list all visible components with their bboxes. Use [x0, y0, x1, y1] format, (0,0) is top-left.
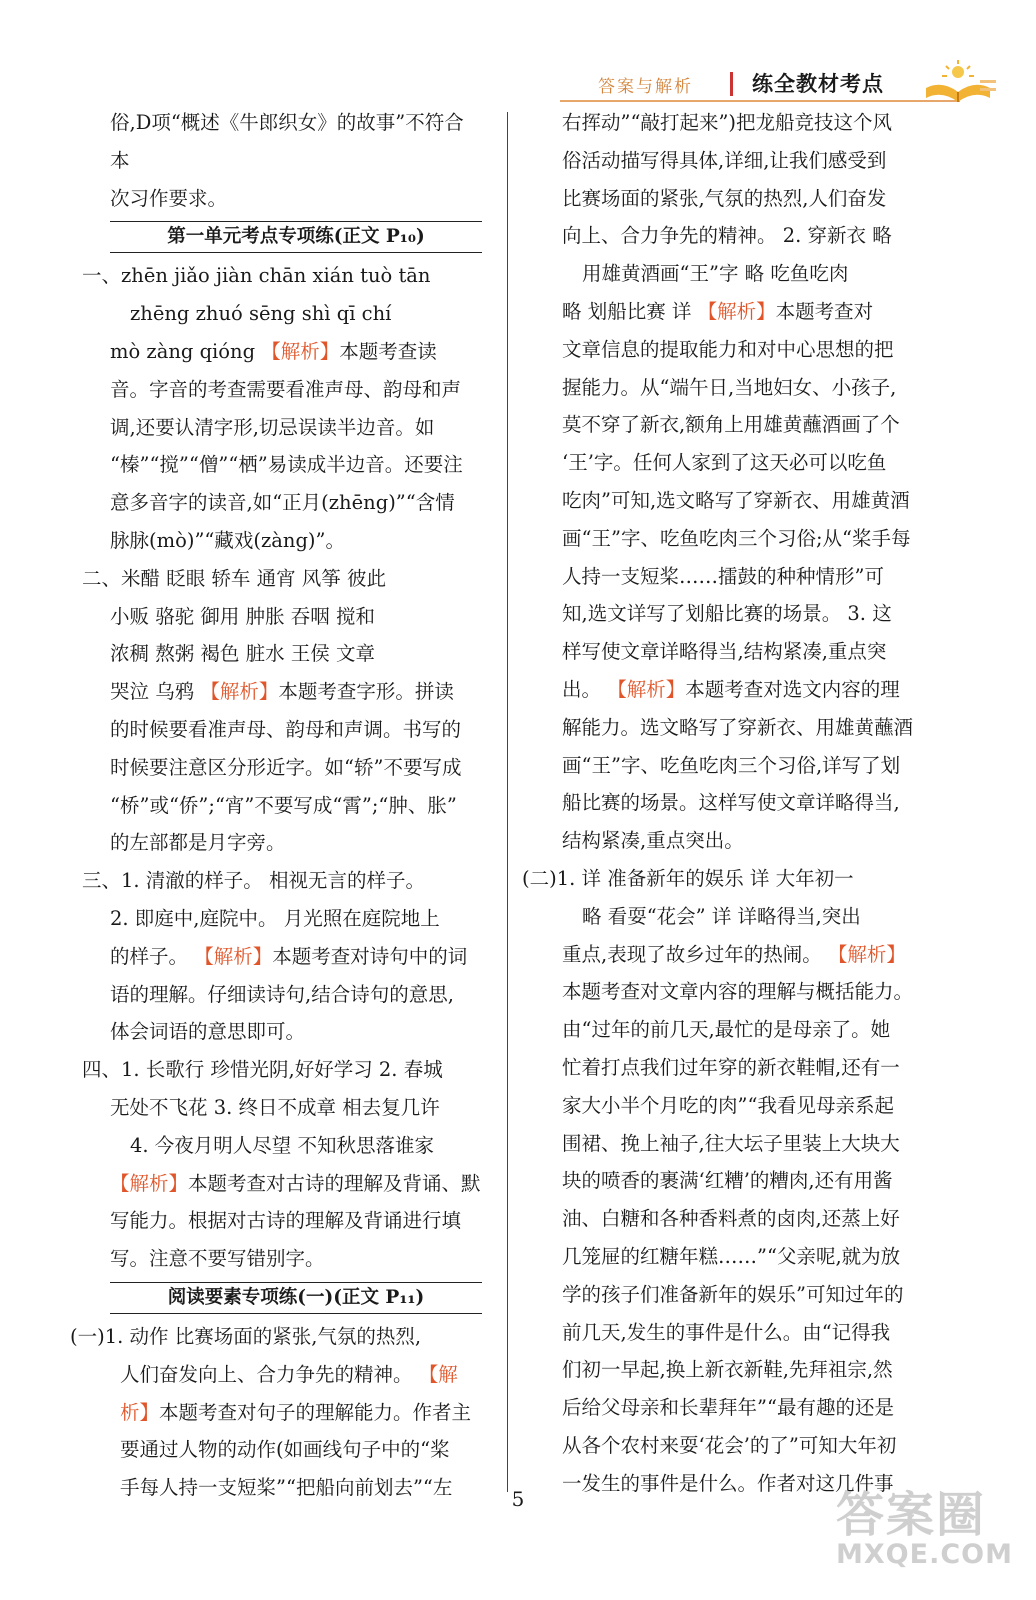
text-run: 本题考查对诗句中的词	[272, 944, 468, 968]
text-line: ‘王’字。任何人家到了这天必可以吃鱼	[562, 451, 887, 475]
text-line: 向上、合力争先的精神。 2. 穿新衣 略	[562, 224, 892, 248]
right-column	[522, 104, 926, 1502]
text-line: 几笼屉的红糖年糕……”“父亲呢,就为放	[562, 1244, 901, 1268]
header-subtitle: 答案与解析	[598, 77, 693, 97]
text-line: 写能力。根据对古诗的理解及背诵进行填	[110, 1209, 462, 1233]
text-line	[110, 938, 482, 976]
text-line: 由“过年的前几天,最忙的是母亲了。她	[562, 1018, 891, 1042]
text-line: 画“王”字、吃鱼吃肉三个习俗;从“桨手每	[562, 526, 911, 550]
text-line: 意多音字的读音,如“正月(zhēng)”“含情	[110, 491, 455, 515]
watermark-logo	[836, 1487, 1016, 1590]
analysis-tag: 【解析】	[200, 680, 279, 704]
text-line: 手每人持一支短桨”“把船向前划去”“左	[120, 1476, 453, 1500]
text-line: 的时候要看准声母、韵母和声调。书写的	[110, 717, 462, 741]
text-line: “榛”“搅”“僧”“栖”易读成半边音。还要注	[110, 453, 463, 477]
text-run: 本题考查读	[339, 339, 437, 363]
text-run: 本题考查字形。拼读	[278, 680, 454, 704]
text-line: 语的理解。仔细读诗句,结合诗句的意思,	[110, 982, 454, 1006]
text-run: mò zàng qióng	[110, 339, 262, 363]
text-line: 结构紧凑,重点突出。	[562, 829, 744, 853]
text-line: 4. 今夜月明人尽望 不知秋思落谁家	[130, 1133, 435, 1157]
text-line: 比赛场面的紧张,气氛的热烈,人们奋发	[562, 186, 887, 210]
text-line: 解能力。选文略写了穿新衣、用雄黄蘸酒	[562, 715, 914, 739]
text-line: 俗活动描写得具体,详细,让我们感受到	[562, 148, 887, 172]
text-line	[110, 673, 482, 711]
text-line: 音。字音的考查需要看准声母、韵母和声	[110, 377, 462, 401]
text-line: 右挥动”“敲打起来”)把龙船竞技这个风	[562, 111, 893, 134]
text-line: 体会词语的意思即可。	[110, 1020, 306, 1044]
text-run: 略 划船比赛 详	[562, 299, 698, 323]
text-run: 出。	[562, 677, 608, 701]
text-run: 哭泣 乌鸦	[110, 680, 201, 704]
text-line: 油、白糖和各种香料煮的卤肉,还蒸上好	[562, 1207, 900, 1231]
text-line: 忙着打点我们过年穿的新衣鞋帽,还有一	[562, 1055, 900, 1079]
watermark-text: 答案圈	[836, 1487, 987, 1543]
text-line: 一、zhēn jiǎo jiàn chān xián tuò tān	[82, 264, 431, 288]
text-run: 重点,表现了故乡过年的热闹。	[562, 942, 828, 966]
text-line: 前几天,发生的事件是什么。由“记得我	[562, 1320, 891, 1344]
header-title: 练全教材考点	[752, 72, 884, 96]
text-line: “桥”或“侨”;“宵”不要写成“霄”;“肿、胀”	[110, 793, 457, 817]
text-line: 后给父母亲和长辈拜年”“最有趣的还是	[562, 1396, 894, 1420]
watermark-url: MXQE.COM	[836, 1539, 1013, 1570]
text-line: 俗,D项“概述《牛郎织女》的故事”不符合本	[110, 111, 464, 172]
analysis-tag: 析】	[120, 1400, 160, 1424]
text-line: 用雄黄酒画“王”字 略 吃鱼吃肉	[582, 262, 849, 286]
text-line: 调,还要认清字形,切忌误读半边音。如	[110, 415, 435, 439]
page-header	[540, 58, 1020, 108]
text-line	[110, 1165, 482, 1203]
text-line: 写。注意不要写错别字。	[110, 1247, 325, 1271]
analysis-tag: 【解析】	[261, 339, 340, 363]
page-number: 5	[511, 1487, 525, 1511]
text-run: 本题考查对古诗的理解及背诵、默	[188, 1171, 481, 1195]
analysis-tag: 【解析】	[607, 677, 686, 701]
header-rule	[560, 100, 960, 102]
text-run: 本题考查对句子的理解能力。作者主	[159, 1400, 472, 1424]
text-run: 本题考查对	[775, 299, 874, 323]
analysis-tag: 【解析】	[827, 942, 906, 966]
column-divider	[507, 112, 508, 1492]
text-line: 围裙、挽上袖子,往大坛子里装上大块大	[562, 1131, 900, 1155]
analysis-tag: 【解析】	[697, 299, 776, 323]
book-icon	[920, 58, 996, 108]
text-line: 知,选文详写了划船比赛的场景。 3. 这	[562, 602, 892, 626]
text-line: 本题考查对文章内容的理解与概括能力。	[562, 980, 914, 1004]
text-run: 的样子。	[110, 944, 195, 968]
analysis-tag: 【解析】	[110, 1171, 189, 1195]
text-line: (二)1. 详 准备新年的娱乐 详 大年初一	[522, 866, 854, 890]
text-line: 四、1. 长歌行 珍惜光阴,好好学习 2. 春城	[82, 1058, 443, 1082]
text-line: 船比赛的场景。这样写使文章详略得当,	[562, 791, 900, 815]
text-line: 们初一早起,换上新衣新鞋,先拜祖宗,然	[562, 1358, 893, 1382]
text-line: 二、米醋 眨眼 轿车 通宵 风筝 彼此	[82, 566, 386, 590]
text-line: 人持一支短桨……擂鼓的种种情形”可	[562, 564, 884, 588]
text-line: 小贩 骆驼 御用 肿胀 吞咽 搅和	[110, 604, 375, 628]
text-line: 画“王”字、吃鱼吃肉三个习俗,详写了划	[562, 753, 901, 777]
text-line: 块的喷香的裹满‘红糟’的糟肉,还有用酱	[562, 1169, 893, 1193]
text-line	[562, 936, 926, 974]
section-title: 阅读要素专项练(一)(正文 P₁₁)	[110, 1282, 482, 1314]
text-line	[562, 293, 926, 331]
text-line: 握能力。从“端午日,当地妇女、小孩子,	[562, 375, 897, 399]
text-line: 时候要注意区分形近字。如“轿”不要写成	[110, 755, 462, 779]
text-line: 略 看耍“花会” 详 详略得当,突出	[582, 904, 861, 928]
text-line: zhēng zhuó sēng shì qī chí	[130, 302, 392, 326]
text-line: 2. 即庭中,庭院中。 月光照在庭院地上	[110, 906, 440, 930]
text-line	[120, 1394, 482, 1432]
section-title: 第一单元考点专项练(正文 P₁₀)	[110, 221, 482, 253]
text-line: 从各个农村来耍‘花会’的了”可知大年初	[562, 1433, 897, 1457]
text-line: 学的孩子们准备新年的娱乐”可知过年的	[562, 1282, 904, 1306]
text-line: 家大小半个月吃的肉”“我看见母亲系起	[562, 1093, 894, 1117]
text-line: 样写使文章详略得当,结构紧凑,重点突	[562, 640, 887, 664]
text-line: 脉脉(mò)”“藏戏(zàng)”。	[110, 528, 346, 552]
text-line: 要通过人物的动作(如画线句子中的“桨	[120, 1438, 450, 1462]
left-column	[70, 104, 482, 1507]
text-line: 一发生的事件是什么。作者对这几件事	[562, 1471, 894, 1495]
text-line	[120, 1356, 482, 1394]
text-line	[110, 333, 482, 371]
text-line: 三、1. 清澈的样子。 相视无言的样子。	[82, 869, 426, 893]
text-line: 文章信息的提取能力和对中心思想的把	[562, 337, 894, 361]
text-line: 吃肉”可知,选文略写了穿新衣、用雄黄酒	[562, 488, 910, 512]
text-line: 次习作要求。	[110, 186, 228, 210]
text-line: (一)1. 动作 比赛场面的紧张,气氛的热烈,	[70, 1324, 422, 1348]
text-line: 无处不飞花 3. 终日不成章 相去复几许	[110, 1095, 440, 1119]
text-line: 的左部都是月字旁。	[110, 831, 286, 855]
text-run: 本题考查对选文内容的理	[685, 677, 900, 701]
analysis-tag: 【解	[418, 1362, 458, 1386]
analysis-tag: 【解析】	[194, 944, 273, 968]
text-run: 人们奋发向上、合力争先的精神。	[120, 1362, 419, 1386]
header-divider	[730, 72, 733, 96]
text-line: 莫不穿了新衣,额角上用雄黄蘸酒画了个	[562, 413, 900, 437]
text-line	[562, 671, 926, 709]
text-line: 浓稠 熬粥 褐色 脏水 王侯 文章	[110, 642, 375, 666]
